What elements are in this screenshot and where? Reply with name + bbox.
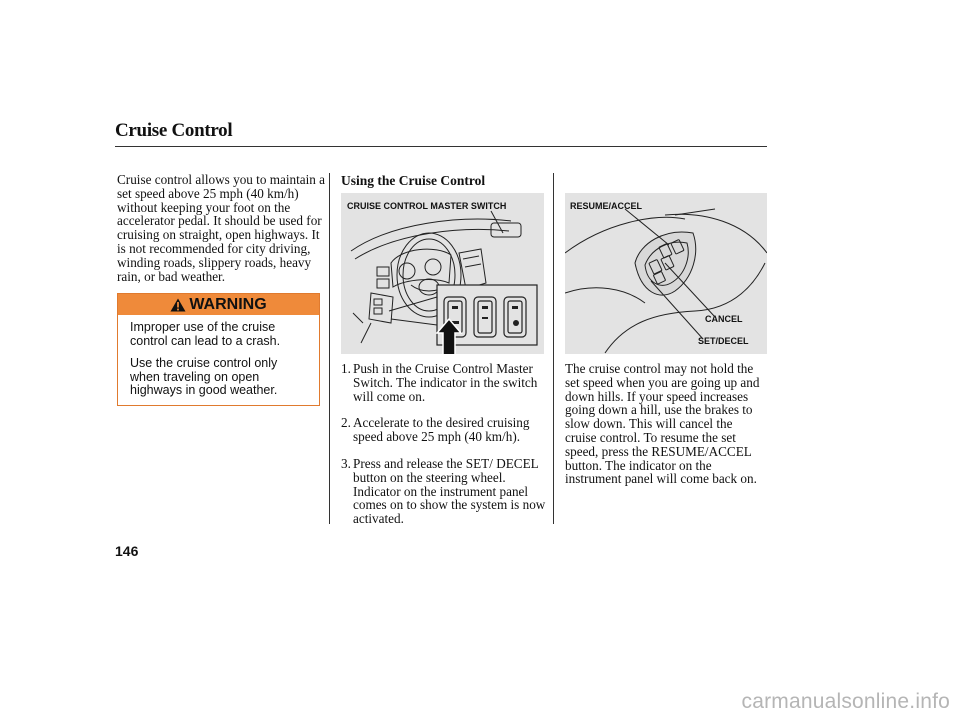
steering-wheel-illustration <box>565 193 767 354</box>
master-switch-figure <box>341 193 544 354</box>
step-text: Accelerate to the desired cruising speed above 25 mph (40 km/h). <box>353 415 530 445</box>
warning-box <box>117 293 320 406</box>
section-heading: Using the Cruise Control <box>341 173 486 188</box>
warning-paragraph: Use the cruise control only when traveling on open highways in good weather. <box>130 356 278 397</box>
watermark-link[interactable]: carmanualsonline.info <box>741 690 950 713</box>
intro-paragraph: Cruise control allows you to maintain a set speed above 25 mph (40 km/h) without keeping your foot on the accelerator pedal. It should be used for cruising on straight, open highways. It is not recommended for city driving, winding roads, slippery roads, heavy rain, or bad weather. <box>117 172 326 284</box>
warning-heading: WARNING <box>189 295 267 313</box>
steps-list <box>341 362 551 539</box>
warning-body <box>118 315 319 398</box>
warning-paragraph: Improper use of the cruise control can lead to a crash. <box>130 320 281 348</box>
column-divider-right <box>553 173 554 524</box>
step-text: Press and release the SET/ DECEL button on the steering wheel. Indicator on the instrument panel comes on to show the system is now activated. <box>353 455 546 527</box>
title-divider <box>115 146 767 147</box>
column-divider-left <box>329 173 330 524</box>
step-text: Push in the Cruise Control Master Switch. The indicator in the switch will come on. <box>353 361 538 404</box>
step-number: 1. <box>341 361 351 376</box>
list-item <box>341 362 551 403</box>
warning-header <box>118 294 319 315</box>
resume-paragraph: The cruise control may not hold the set speed when you are going up and down hills. If your speed increases going down a hill, use the brakes to slow down. This will cancel the cruise control. To resume the set speed, press the RESUME/ACCEL button. The indicator on the instrument panel will come back on. <box>565 361 760 487</box>
page-number: 146 <box>115 543 139 559</box>
set-decel-label: SET/DECEL <box>698 336 749 346</box>
step-number: 2. <box>341 415 351 431</box>
cancel-label: CANCEL <box>705 314 743 324</box>
steering-buttons-figure <box>565 193 767 354</box>
warning-triangle-icon <box>170 298 186 312</box>
step-number: 3. <box>341 455 351 471</box>
page-title: Cruise Control <box>115 120 233 141</box>
dashboard-illustration <box>341 193 544 354</box>
master-switch-label: CRUISE CONTROL MASTER SWITCH <box>347 201 507 211</box>
list-item <box>341 416 551 444</box>
resume-accel-label: RESUME/ACCEL <box>570 201 643 211</box>
list-item <box>341 457 551 526</box>
